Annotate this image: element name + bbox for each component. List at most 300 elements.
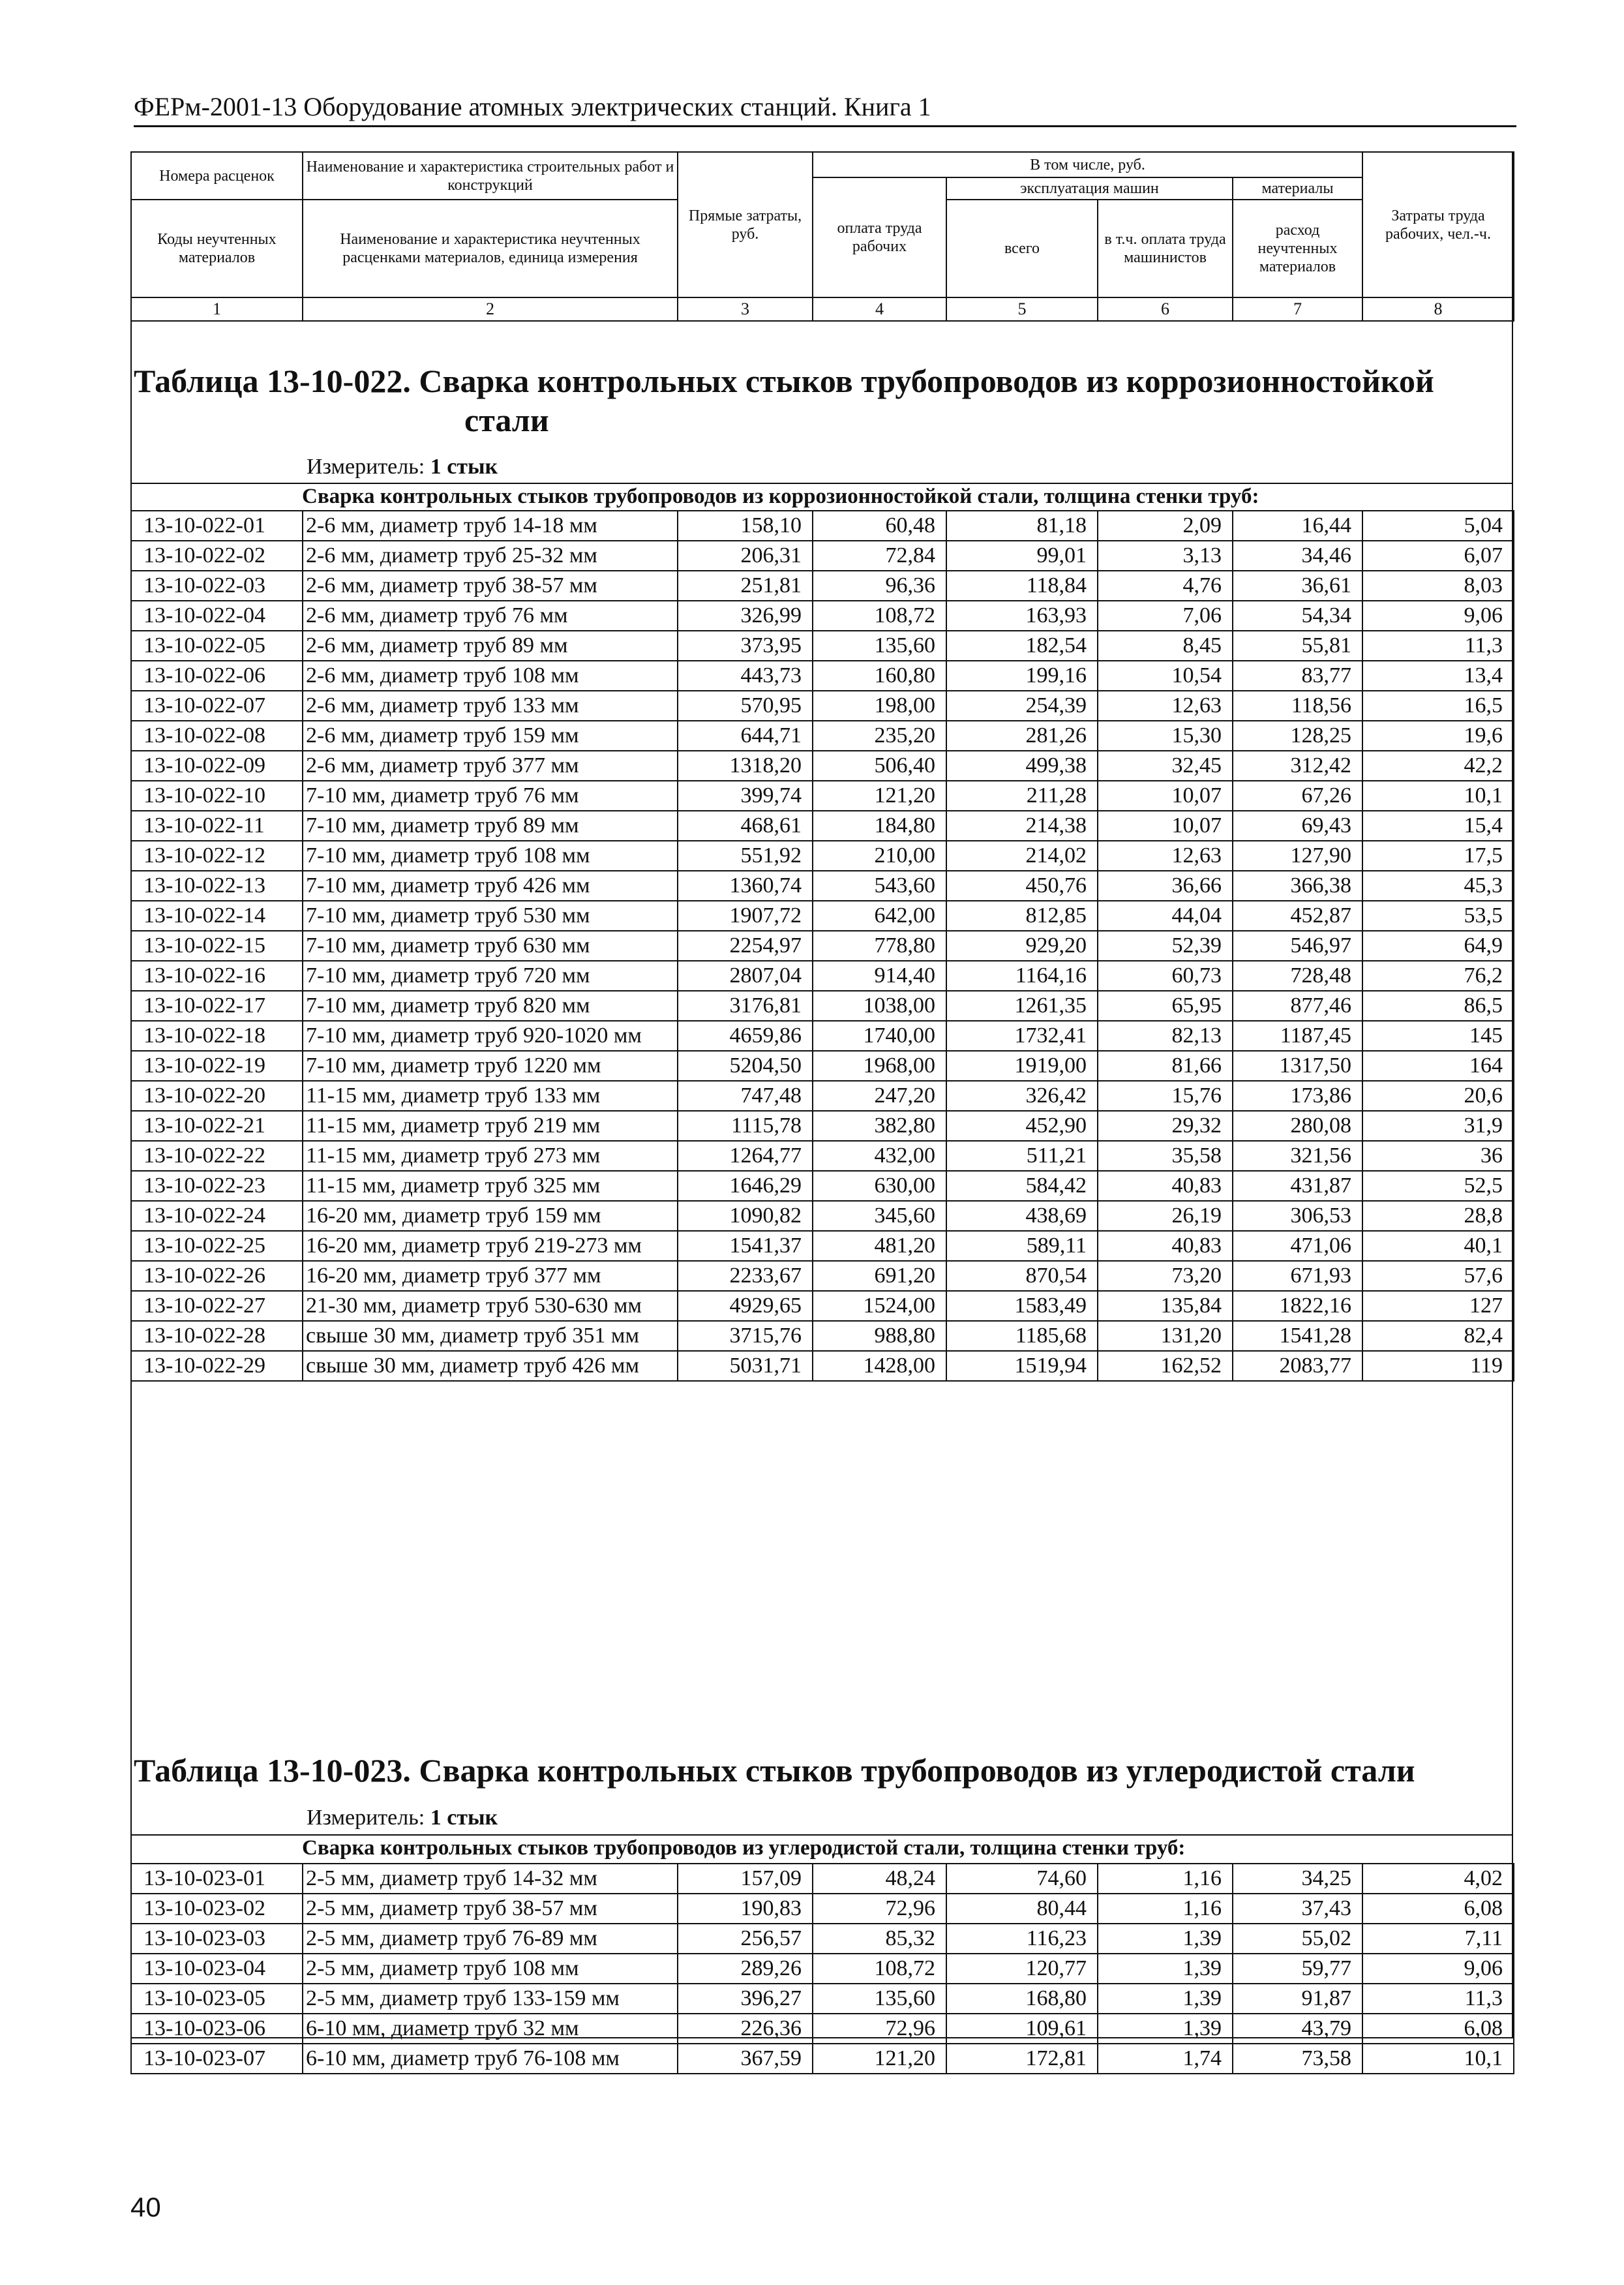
table-row bbox=[131, 1231, 1514, 1261]
direct-cost: 326,99 bbox=[678, 601, 813, 631]
machinist-wages: 1,74 bbox=[1098, 2044, 1233, 2074]
direct-cost: 1907,72 bbox=[678, 901, 813, 931]
work-description: 16-20 мм, диаметр труб 159 мм bbox=[303, 1201, 678, 1231]
work-description: 7-10 мм, диаметр труб 530 мм bbox=[303, 901, 678, 931]
rate-code: 13-10-022-12 bbox=[131, 841, 303, 871]
table1-group-heading: Сварка контрольных стыков трубопроводов из коррозионностойкой стали, толщина стенки труб: bbox=[302, 485, 1259, 508]
machinist-wages: 15,30 bbox=[1098, 721, 1233, 751]
worker-wages: 914,40 bbox=[813, 961, 946, 991]
machines-total: 199,16 bbox=[946, 661, 1098, 691]
table-row bbox=[131, 1954, 1514, 1984]
labor-hours: 7,11 bbox=[1362, 1924, 1514, 1954]
labor-hours: 8,03 bbox=[1362, 571, 1514, 601]
worker-wages: 630,00 bbox=[813, 1171, 946, 1201]
labor-hours: 5,04 bbox=[1362, 511, 1514, 541]
direct-cost: 1115,78 bbox=[678, 1111, 813, 1141]
work-description: 2-6 мм, диаметр труб 89 мм bbox=[303, 631, 678, 661]
worker-wages: 108,72 bbox=[813, 601, 946, 631]
materials-cost: 83,77 bbox=[1233, 661, 1362, 691]
materials-cost: 280,08 bbox=[1233, 1111, 1362, 1141]
table-row bbox=[131, 691, 1514, 721]
worker-wages: 72,96 bbox=[813, 2014, 946, 2044]
measure-label: Измеритель: bbox=[307, 455, 425, 479]
labor-hours: 13,4 bbox=[1362, 661, 1514, 691]
worker-wages: 691,20 bbox=[813, 1261, 946, 1291]
rate-code: 13-10-022-25 bbox=[131, 1231, 303, 1261]
machines-total: 1583,49 bbox=[946, 1291, 1098, 1321]
materials-cost: 728,48 bbox=[1233, 961, 1362, 991]
header-rate-number: Номера расценок bbox=[131, 152, 303, 200]
labor-hours: 28,8 bbox=[1362, 1201, 1514, 1231]
work-description: 7-10 мм, диаметр труб 76 мм bbox=[303, 781, 678, 811]
machinist-wages: 3,13 bbox=[1098, 541, 1233, 571]
materials-cost: 73,58 bbox=[1233, 2044, 1362, 2074]
materials-cost: 43,79 bbox=[1233, 2014, 1362, 2044]
col-num: 7 bbox=[1233, 297, 1362, 321]
table-row bbox=[131, 1894, 1514, 1924]
machines-total: 80,44 bbox=[946, 1894, 1098, 1924]
work-description: 7-10 мм, диаметр труб 1220 мм bbox=[303, 1051, 678, 1081]
machines-total: 499,38 bbox=[946, 751, 1098, 781]
machines-total: 584,42 bbox=[946, 1171, 1098, 1201]
worker-wages: 1740,00 bbox=[813, 1021, 946, 1051]
rate-code: 13-10-022-16 bbox=[131, 961, 303, 991]
work-description: 11-15 мм, диаметр труб 133 мм bbox=[303, 1081, 678, 1111]
worker-wages: 135,60 bbox=[813, 631, 946, 661]
table-row bbox=[131, 991, 1514, 1021]
direct-cost: 1360,74 bbox=[678, 871, 813, 901]
worker-wages: 543,60 bbox=[813, 871, 946, 901]
materials-cost: 34,25 bbox=[1233, 1864, 1362, 1894]
machines-total: 1261,35 bbox=[946, 991, 1098, 1021]
header-wages: оплата труда рабочих bbox=[813, 177, 946, 297]
labor-hours: 19,6 bbox=[1362, 721, 1514, 751]
rate-code: 13-10-022-22 bbox=[131, 1141, 303, 1171]
materials-cost: 452,87 bbox=[1233, 901, 1362, 931]
materials-cost: 312,42 bbox=[1233, 751, 1362, 781]
rate-code: 13-10-022-29 bbox=[131, 1351, 303, 1381]
machines-total: 870,54 bbox=[946, 1261, 1098, 1291]
direct-cost: 289,26 bbox=[678, 1954, 813, 1984]
direct-cost: 2233,67 bbox=[678, 1261, 813, 1291]
work-description: 2-5 мм, диаметр труб 14-32 мм bbox=[303, 1864, 678, 1894]
direct-cost: 570,95 bbox=[678, 691, 813, 721]
materials-cost: 69,43 bbox=[1233, 811, 1362, 841]
col-num: 3 bbox=[678, 297, 813, 321]
direct-cost: 5031,71 bbox=[678, 1351, 813, 1381]
labor-hours: 53,5 bbox=[1362, 901, 1514, 931]
table1-title-cont: стали bbox=[464, 402, 549, 438]
machinist-wages: 2,09 bbox=[1098, 511, 1233, 541]
machinist-wages: 131,20 bbox=[1098, 1321, 1233, 1351]
worker-wages: 382,80 bbox=[813, 1111, 946, 1141]
machinist-wages: 81,66 bbox=[1098, 1051, 1233, 1081]
worker-wages: 235,20 bbox=[813, 721, 946, 751]
direct-cost: 747,48 bbox=[678, 1081, 813, 1111]
table2-group-heading: Сварка контрольных стыков трубопроводов из углеродистой стали, толщина стенки труб: bbox=[302, 1836, 1186, 1860]
direct-cost: 226,36 bbox=[678, 2014, 813, 2044]
materials-cost: 54,34 bbox=[1233, 601, 1362, 631]
table-row bbox=[131, 511, 1514, 541]
table-row bbox=[131, 961, 1514, 991]
col-num: 6 bbox=[1098, 297, 1233, 321]
rate-code: 13-10-022-15 bbox=[131, 931, 303, 961]
direct-cost: 396,27 bbox=[678, 1984, 813, 2014]
materials-cost: 1187,45 bbox=[1233, 1021, 1362, 1051]
labor-hours: 16,5 bbox=[1362, 691, 1514, 721]
machinist-wages: 15,76 bbox=[1098, 1081, 1233, 1111]
table-row bbox=[131, 1984, 1514, 2014]
worker-wages: 988,80 bbox=[813, 1321, 946, 1351]
materials-cost: 55,81 bbox=[1233, 631, 1362, 661]
table-row bbox=[131, 751, 1514, 781]
table-row bbox=[131, 871, 1514, 901]
rate-code: 13-10-022-09 bbox=[131, 751, 303, 781]
header-material-name: Наименование и характеристика неучтенных расценками материалов, единица измерения bbox=[303, 200, 678, 297]
header-machinist-wages: в т.ч. оплата труда машинистов bbox=[1098, 200, 1233, 297]
direct-cost: 468,61 bbox=[678, 811, 813, 841]
table-row bbox=[131, 1291, 1514, 1321]
rate-code: 13-10-022-28 bbox=[131, 1321, 303, 1351]
work-description: 2-5 мм, диаметр труб 108 мм bbox=[303, 1954, 678, 1984]
rate-code: 13-10-022-13 bbox=[131, 871, 303, 901]
machinist-wages: 1,16 bbox=[1098, 1894, 1233, 1924]
table-row bbox=[131, 1351, 1514, 1381]
table-row bbox=[131, 1321, 1514, 1351]
machinist-wages: 40,83 bbox=[1098, 1171, 1233, 1201]
work-description: 2-6 мм, диаметр труб 108 мм bbox=[303, 661, 678, 691]
worker-wages: 72,84 bbox=[813, 541, 946, 571]
table-row bbox=[131, 1201, 1514, 1231]
machines-total: 254,39 bbox=[946, 691, 1098, 721]
rate-code: 13-10-022-19 bbox=[131, 1051, 303, 1081]
direct-cost: 190,83 bbox=[678, 1894, 813, 1924]
machinist-wages: 36,66 bbox=[1098, 871, 1233, 901]
direct-cost: 1090,82 bbox=[678, 1201, 813, 1231]
rate-code: 13-10-022-08 bbox=[131, 721, 303, 751]
rate-code: 13-10-022-24 bbox=[131, 1201, 303, 1231]
rate-code: 13-10-022-11 bbox=[131, 811, 303, 841]
direct-cost: 1318,20 bbox=[678, 751, 813, 781]
machinist-wages: 82,13 bbox=[1098, 1021, 1233, 1051]
table-row bbox=[131, 571, 1514, 601]
labor-hours: 45,3 bbox=[1362, 871, 1514, 901]
header-labor: Затраты труда рабочих, чел.-ч. bbox=[1362, 152, 1514, 297]
materials-cost: 128,25 bbox=[1233, 721, 1362, 751]
work-description: 2-5 мм, диаметр труб 76-89 мм bbox=[303, 1924, 678, 1954]
work-description: 2-6 мм, диаметр труб 38-57 мм bbox=[303, 571, 678, 601]
direct-cost: 443,73 bbox=[678, 661, 813, 691]
table2-title: Таблица 13-10-023. Сварка контрольных стыков трубопроводов из углеродистой стали bbox=[134, 1752, 1415, 1789]
rate-code: 13-10-022-27 bbox=[131, 1291, 303, 1321]
work-description: 7-10 мм, диаметр труб 89 мм bbox=[303, 811, 678, 841]
worker-wages: 48,24 bbox=[813, 1864, 946, 1894]
worker-wages: 184,80 bbox=[813, 811, 946, 841]
machinist-wages: 4,76 bbox=[1098, 571, 1233, 601]
col-num: 1 bbox=[131, 297, 303, 321]
col-num: 8 bbox=[1362, 297, 1514, 321]
labor-hours: 64,9 bbox=[1362, 931, 1514, 961]
materials-cost: 546,97 bbox=[1233, 931, 1362, 961]
col-num: 2 bbox=[303, 297, 678, 321]
direct-cost: 251,81 bbox=[678, 571, 813, 601]
materials-cost: 1822,16 bbox=[1233, 1291, 1362, 1321]
labor-hours: 145 bbox=[1362, 1021, 1514, 1051]
direct-cost: 399,74 bbox=[678, 781, 813, 811]
work-description: 7-10 мм, диаметр труб 820 мм bbox=[303, 991, 678, 1021]
work-description: 2-6 мм, диаметр труб 25-32 мм bbox=[303, 541, 678, 571]
machines-total: 168,80 bbox=[946, 1984, 1098, 2014]
worker-wages: 60,48 bbox=[813, 511, 946, 541]
machines-total: 1185,68 bbox=[946, 1321, 1098, 1351]
machines-total: 589,11 bbox=[946, 1231, 1098, 1261]
machines-total: 214,38 bbox=[946, 811, 1098, 841]
direct-cost: 4659,86 bbox=[678, 1021, 813, 1051]
labor-hours: 31,9 bbox=[1362, 1111, 1514, 1141]
table-row bbox=[131, 1864, 1514, 1894]
machinist-wages: 1,39 bbox=[1098, 1924, 1233, 1954]
machines-total: 120,77 bbox=[946, 1954, 1098, 1984]
work-description: 16-20 мм, диаметр труб 377 мм bbox=[303, 1261, 678, 1291]
direct-cost: 2254,97 bbox=[678, 931, 813, 961]
work-description: 2-5 мм, диаметр труб 38-57 мм bbox=[303, 1894, 678, 1924]
materials-cost: 67,26 bbox=[1233, 781, 1362, 811]
table1-measure bbox=[307, 455, 498, 479]
labor-hours: 42,2 bbox=[1362, 751, 1514, 781]
direct-cost: 157,09 bbox=[678, 1864, 813, 1894]
work-description: 2-6 мм, диаметр труб 133 мм bbox=[303, 691, 678, 721]
labor-hours: 10,1 bbox=[1362, 2044, 1514, 2074]
labor-hours: 127 bbox=[1362, 1291, 1514, 1321]
column-header bbox=[130, 151, 1514, 322]
header-including: В том числе, руб. bbox=[813, 152, 1362, 177]
materials-cost: 306,53 bbox=[1233, 1201, 1362, 1231]
direct-cost: 256,57 bbox=[678, 1924, 813, 1954]
running-head: ФЕРм-2001-13 Оборудование атомных электрических станций. Книга 1 bbox=[134, 91, 1516, 127]
direct-cost: 3176,81 bbox=[678, 991, 813, 1021]
materials-cost: 16,44 bbox=[1233, 511, 1362, 541]
rate-code: 13-10-023-01 bbox=[131, 1864, 303, 1894]
work-description: свыше 30 мм, диаметр труб 351 мм bbox=[303, 1321, 678, 1351]
rate-code: 13-10-022-26 bbox=[131, 1261, 303, 1291]
materials-cost: 2083,77 bbox=[1233, 1351, 1362, 1381]
direct-cost: 2807,04 bbox=[678, 961, 813, 991]
header-machines-total: всего bbox=[946, 200, 1098, 297]
materials-cost: 37,43 bbox=[1233, 1894, 1362, 1924]
labor-hours: 11,3 bbox=[1362, 1984, 1514, 2014]
rate-code: 13-10-022-20 bbox=[131, 1081, 303, 1111]
materials-cost: 55,02 bbox=[1233, 1924, 1362, 1954]
machines-total: 214,02 bbox=[946, 841, 1098, 871]
work-description: 16-20 мм, диаметр труб 219-273 мм bbox=[303, 1231, 678, 1261]
direct-cost: 5204,50 bbox=[678, 1051, 813, 1081]
labor-hours: 76,2 bbox=[1362, 961, 1514, 991]
header-machines: эксплуатация машин bbox=[946, 177, 1233, 200]
materials-cost: 127,90 bbox=[1233, 841, 1362, 871]
table1-body bbox=[130, 510, 1514, 1382]
work-description: 7-10 мм, диаметр труб 426 мм bbox=[303, 871, 678, 901]
machinist-wages: 26,19 bbox=[1098, 1201, 1233, 1231]
direct-cost: 551,92 bbox=[678, 841, 813, 871]
worker-wages: 135,60 bbox=[813, 1984, 946, 2014]
worker-wages: 160,80 bbox=[813, 661, 946, 691]
col-num: 5 bbox=[946, 297, 1098, 321]
labor-hours: 6,08 bbox=[1362, 2014, 1514, 2044]
measure-value: 1 стык bbox=[430, 455, 498, 479]
rate-code: 13-10-022-23 bbox=[131, 1171, 303, 1201]
rate-code: 13-10-023-04 bbox=[131, 1954, 303, 1984]
rate-code: 13-10-022-10 bbox=[131, 781, 303, 811]
worker-wages: 85,32 bbox=[813, 1924, 946, 1954]
rate-code: 13-10-022-06 bbox=[131, 661, 303, 691]
direct-cost: 3715,76 bbox=[678, 1321, 813, 1351]
machinist-wages: 40,83 bbox=[1098, 1231, 1233, 1261]
materials-cost: 36,61 bbox=[1233, 571, 1362, 601]
machinist-wages: 1,39 bbox=[1098, 2014, 1233, 2044]
table-row bbox=[131, 1141, 1514, 1171]
labor-hours: 57,6 bbox=[1362, 1261, 1514, 1291]
machines-total: 109,61 bbox=[946, 2014, 1098, 2044]
table-row bbox=[131, 841, 1514, 871]
rate-code: 13-10-022-05 bbox=[131, 631, 303, 661]
materials-cost: 1541,28 bbox=[1233, 1321, 1362, 1351]
machinist-wages: 73,20 bbox=[1098, 1261, 1233, 1291]
machinist-wages: 10,54 bbox=[1098, 661, 1233, 691]
table-row bbox=[131, 601, 1514, 631]
work-description: 7-10 мм, диаметр труб 630 мм bbox=[303, 931, 678, 961]
labor-hours: 17,5 bbox=[1362, 841, 1514, 871]
rate-code: 13-10-022-02 bbox=[131, 541, 303, 571]
machines-total: 812,85 bbox=[946, 901, 1098, 931]
rate-code: 13-10-022-17 bbox=[131, 991, 303, 1021]
machinist-wages: 8,45 bbox=[1098, 631, 1233, 661]
table-row bbox=[131, 1081, 1514, 1111]
work-description: 2-6 мм, диаметр труб 159 мм bbox=[303, 721, 678, 751]
machinist-wages: 10,07 bbox=[1098, 781, 1233, 811]
work-description: 2-5 мм, диаметр труб 133-159 мм bbox=[303, 1984, 678, 2014]
rate-code: 13-10-022-04 bbox=[131, 601, 303, 631]
table-row bbox=[131, 1171, 1514, 1201]
table1-title: Таблица 13-10-022. Сварка контрольных стыков трубопроводов из коррозионностойкой bbox=[134, 363, 1434, 399]
work-description: 6-10 мм, диаметр труб 76-108 мм bbox=[303, 2044, 678, 2074]
machinist-wages: 135,84 bbox=[1098, 1291, 1233, 1321]
worker-wages: 432,00 bbox=[813, 1141, 946, 1171]
labor-hours: 9,06 bbox=[1362, 601, 1514, 631]
materials-cost: 34,46 bbox=[1233, 541, 1362, 571]
table-row bbox=[131, 2044, 1514, 2074]
direct-cost: 644,71 bbox=[678, 721, 813, 751]
table-row bbox=[131, 901, 1514, 931]
work-description: 2-6 мм, диаметр труб 76 мм bbox=[303, 601, 678, 631]
machines-total: 211,28 bbox=[946, 781, 1098, 811]
machinist-wages: 44,04 bbox=[1098, 901, 1233, 931]
direct-cost: 1541,37 bbox=[678, 1231, 813, 1261]
direct-cost: 373,95 bbox=[678, 631, 813, 661]
machines-total: 116,23 bbox=[946, 1924, 1098, 1954]
materials-cost: 877,46 bbox=[1233, 991, 1362, 1021]
materials-cost: 173,86 bbox=[1233, 1081, 1362, 1111]
machinist-wages: 65,95 bbox=[1098, 991, 1233, 1021]
labor-hours: 119 bbox=[1362, 1351, 1514, 1381]
measure-value: 1 стык bbox=[430, 1806, 498, 1830]
table-row bbox=[131, 541, 1514, 571]
direct-cost: 158,10 bbox=[678, 511, 813, 541]
machinist-wages: 1,39 bbox=[1098, 1984, 1233, 2014]
worker-wages: 247,20 bbox=[813, 1081, 946, 1111]
materials-cost: 471,06 bbox=[1233, 1231, 1362, 1261]
labor-hours: 86,5 bbox=[1362, 991, 1514, 1021]
machinist-wages: 12,63 bbox=[1098, 841, 1233, 871]
work-description: 2-6 мм, диаметр труб 14-18 мм bbox=[303, 511, 678, 541]
worker-wages: 121,20 bbox=[813, 781, 946, 811]
rate-code: 13-10-022-14 bbox=[131, 901, 303, 931]
worker-wages: 778,80 bbox=[813, 931, 946, 961]
rate-code: 13-10-022-07 bbox=[131, 691, 303, 721]
work-description: 21-30 мм, диаметр труб 530-630 мм bbox=[303, 1291, 678, 1321]
table-row bbox=[131, 631, 1514, 661]
machinist-wages: 29,32 bbox=[1098, 1111, 1233, 1141]
machinist-wages: 60,73 bbox=[1098, 961, 1233, 991]
materials-cost: 118,56 bbox=[1233, 691, 1362, 721]
worker-wages: 1968,00 bbox=[813, 1051, 946, 1081]
machinist-wages: 52,39 bbox=[1098, 931, 1233, 961]
direct-cost: 1646,29 bbox=[678, 1171, 813, 1201]
rate-code: 13-10-023-07 bbox=[131, 2044, 303, 2074]
header-materials: материалы bbox=[1233, 177, 1362, 200]
work-description: свыше 30 мм, диаметр труб 426 мм bbox=[303, 1351, 678, 1381]
work-description: 7-10 мм, диаметр труб 720 мм bbox=[303, 961, 678, 991]
labor-hours: 4,02 bbox=[1362, 1864, 1514, 1894]
worker-wages: 481,20 bbox=[813, 1231, 946, 1261]
labor-hours: 52,5 bbox=[1362, 1171, 1514, 1201]
work-description: 11-15 мм, диаметр труб 325 мм bbox=[303, 1171, 678, 1201]
machinist-wages: 10,07 bbox=[1098, 811, 1233, 841]
table-row bbox=[131, 811, 1514, 841]
rate-code: 13-10-023-05 bbox=[131, 1984, 303, 2014]
materials-cost: 1317,50 bbox=[1233, 1051, 1362, 1081]
work-description: 7-10 мм, диаметр труб 108 мм bbox=[303, 841, 678, 871]
direct-cost: 4929,65 bbox=[678, 1291, 813, 1321]
table-row bbox=[131, 721, 1514, 751]
table2-body bbox=[130, 1863, 1514, 2074]
machines-total: 281,26 bbox=[946, 721, 1098, 751]
machines-total: 326,42 bbox=[946, 1081, 1098, 1111]
labor-hours: 82,4 bbox=[1362, 1321, 1514, 1351]
table-row bbox=[131, 1111, 1514, 1141]
work-description: 2-6 мм, диаметр труб 377 мм bbox=[303, 751, 678, 781]
machines-total: 81,18 bbox=[946, 511, 1098, 541]
measure-label: Измеритель: bbox=[307, 1806, 425, 1830]
worker-wages: 72,96 bbox=[813, 1894, 946, 1924]
machinist-wages: 32,45 bbox=[1098, 751, 1233, 781]
labor-hours: 9,06 bbox=[1362, 1954, 1514, 1984]
machinist-wages: 35,58 bbox=[1098, 1141, 1233, 1171]
direct-cost: 367,59 bbox=[678, 2044, 813, 2074]
page-number: 40 bbox=[130, 2192, 161, 2222]
table-row bbox=[131, 1051, 1514, 1081]
col-num: 4 bbox=[813, 297, 946, 321]
machinist-wages: 12,63 bbox=[1098, 691, 1233, 721]
worker-wages: 121,20 bbox=[813, 2044, 946, 2074]
work-description: 11-15 мм, диаметр труб 273 мм bbox=[303, 1141, 678, 1171]
table-row bbox=[131, 1924, 1514, 1954]
work-description: 6-10 мм, диаметр труб 32 мм bbox=[303, 2014, 678, 2044]
work-description: 7-10 мм, диаметр труб 920-1020 мм bbox=[303, 1021, 678, 1051]
rate-code: 13-10-022-03 bbox=[131, 571, 303, 601]
rate-code: 13-10-023-03 bbox=[131, 1924, 303, 1954]
labor-hours: 20,6 bbox=[1362, 1081, 1514, 1111]
worker-wages: 108,72 bbox=[813, 1954, 946, 1984]
